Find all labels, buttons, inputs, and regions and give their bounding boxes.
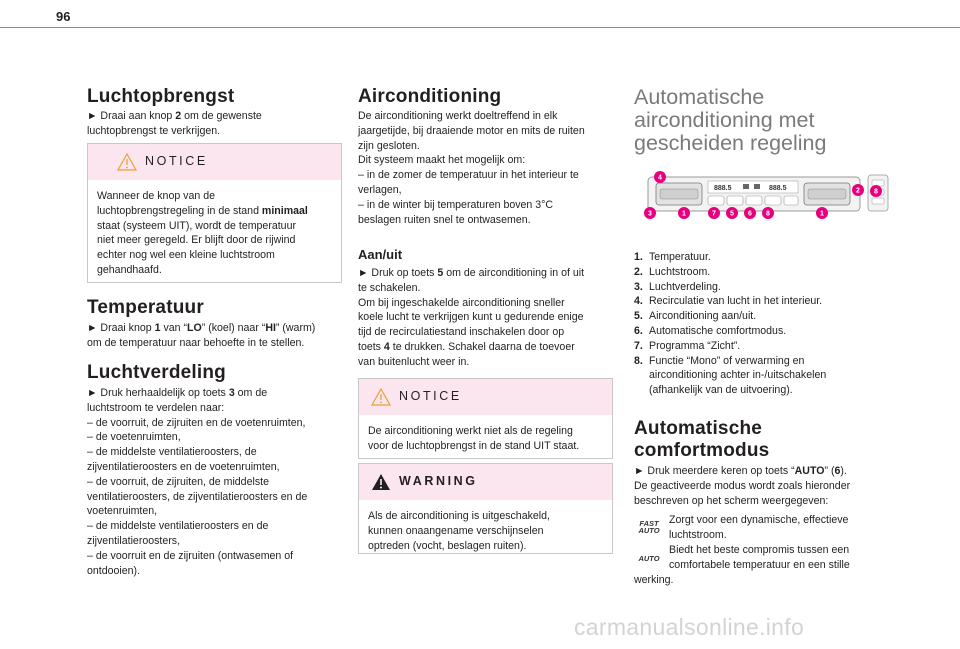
list-item: 2. Luchtstroom. <box>634 265 711 278</box>
notice-box-1 <box>87 143 342 283</box>
heading-luchtverdeling: Luchtverdeling <box>87 362 226 383</box>
notice-box-2 <box>358 378 613 459</box>
panel-display-left: 888.5 <box>714 185 732 192</box>
heading-airconditioning: Airconditioning <box>358 86 502 107</box>
luchtverdeling-text: ► Druk herhaaldelijk op toets 3 om de luchtstroom te verdelen naar: – de voorruit, de zijruiten en de voetenruimten, – de voetenruimten, – de middelste ventilatieroosters, de zijventilatieroosters en de voetenruimten, – de voorruit, de zijruiten, de middelste ventilatieroosters, de zijventilatieroosters en de voetenruimten, – de middelste ventilatieroosters en de zijventilatieroosters, – de voorruit en de zijruiten (ontwasemen of ontdooien). <box>87 387 308 577</box>
auto-icon: AUTO <box>638 554 660 563</box>
callout-1-right-label: 1 <box>820 210 824 218</box>
callout-7-label: 7 <box>712 210 716 218</box>
callout-1-left-label: 1 <box>682 210 686 218</box>
luchtopbrengst-text: ► Draai aan knop 2 om de gewenste luchtopbrengst te verkrijgen. <box>87 110 262 137</box>
list-item: 4. Recirculatie van lucht in het interieur. <box>634 295 823 308</box>
warning-text: Als de airconditioning is uitgeschakeld, kunnen onaangename verschijnselen optreden (vocht, beslagen ruiten). <box>368 510 550 552</box>
notice-header <box>359 379 612 415</box>
aanuit-text: ► Druk op toets 5 om de airconditioning in of uit te schakelen. Om bij ingeschakelde airconditioning sneller koele lucht te verkrijgen kunt u gedurende enige tijd de recirculatiestand inschakelen door op toets 4 te drukken. Schakel daarna de toevoer van buitenlucht weer in. <box>358 267 585 368</box>
notice-triangle-icon <box>117 153 137 171</box>
notice-triangle-icon <box>371 388 391 406</box>
footer-watermark: carmanualsonline.info <box>574 614 805 640</box>
fast-auto-icon: FAST AUTO <box>638 519 660 535</box>
list-item: 1. Temperatuur. <box>634 251 711 263</box>
comfortmodus-text: ► Druk meerdere keren op toets “AUTO” (6). De geactiveerde modus wordt zoals hieronder beschreven op het scherm weergegeven: <box>634 465 851 507</box>
warning-label: WARNING <box>399 474 478 488</box>
auto-text: Biedt het beste compromis tussen een comfortabele temperatuur en een stille <box>669 544 850 571</box>
notice-label: NOTICE <box>399 389 462 403</box>
airconditioning-text: De airconditioning werkt doeltreffend in elk jaargetijde, bij draaiende motor en mits de ruiten zijn gesloten. Dit systeem maakt het mogelijk om: – in de zomer de temperatuur in het interieur te verlagen, – in de winter bij temperaturen boven 3°C beslagen ruiten snel te ontwasemen. <box>358 110 585 226</box>
list-item: 6. Automatische comfortmodus. <box>634 324 787 337</box>
notice-text: Wanneer de knop van de luchtopbrengstregeling in de stand minimaal staat (systeem UIT), wordt de temperatuur niet meer geregeld. Er blijft door de rijwind echter nog wel een kleine luchtstroom gehandhaafd. <box>97 190 308 276</box>
callout-8-top-label: 8 <box>874 188 878 196</box>
notice-label: NOTICE <box>145 154 208 168</box>
heading-luchtopbrengst: Luchtopbrengst <box>87 86 235 107</box>
notice-header <box>88 144 341 180</box>
numbered-legend-list <box>634 250 894 398</box>
heading-automatische-airco: Automatische airconditioning met gescheiden regeling <box>634 85 827 155</box>
callout-2-label: 2 <box>856 187 860 195</box>
warning-box <box>358 463 613 554</box>
page-number: 96 <box>56 9 71 24</box>
list-item: 3. Luchtverdeling. <box>634 280 721 293</box>
control-panel-illustration <box>636 167 894 222</box>
panel-display-right: 888.5 <box>769 185 787 192</box>
callout-6-label: 6 <box>748 210 752 218</box>
heading-aanuit: Aan/uit <box>358 247 403 262</box>
callout-3-label: 3 <box>648 210 652 218</box>
callout-4-label: 4 <box>658 174 662 182</box>
warning-header <box>359 464 612 500</box>
fast-auto-text: Zorgt voor een dynamische, effectieve luchtstroom. <box>669 514 849 541</box>
header-divider <box>0 27 960 28</box>
callout-5-label: 5 <box>730 210 734 218</box>
list-item: 5. Airconditioning aan/uit. <box>634 310 757 323</box>
temperatuur-text: ► Draai knop 1 van “LO” (koel) naar “HI” (warm) om de temperatuur naar behoefte in te stellen. <box>87 322 316 349</box>
auto-text-continued: werking. <box>634 574 674 586</box>
heading-temperatuur: Temperatuur <box>87 297 204 318</box>
list-item: 7. Programma “Zicht”. <box>634 339 741 352</box>
callout-8-label: 8 <box>766 210 770 218</box>
heading-automatische-comfortmodus: Automatische comfortmodus <box>634 418 770 461</box>
notice-text: De airconditioning werkt niet als de regeling voor de luchtopbrengst in de stand UIT staat. <box>368 425 580 452</box>
warning-triangle-icon <box>371 473 391 491</box>
list-item: 8. Functie “Mono” of verwarming en airconditioning achter in-/uitschakelen (afhankelijk van de uitvoering). <box>634 354 827 397</box>
